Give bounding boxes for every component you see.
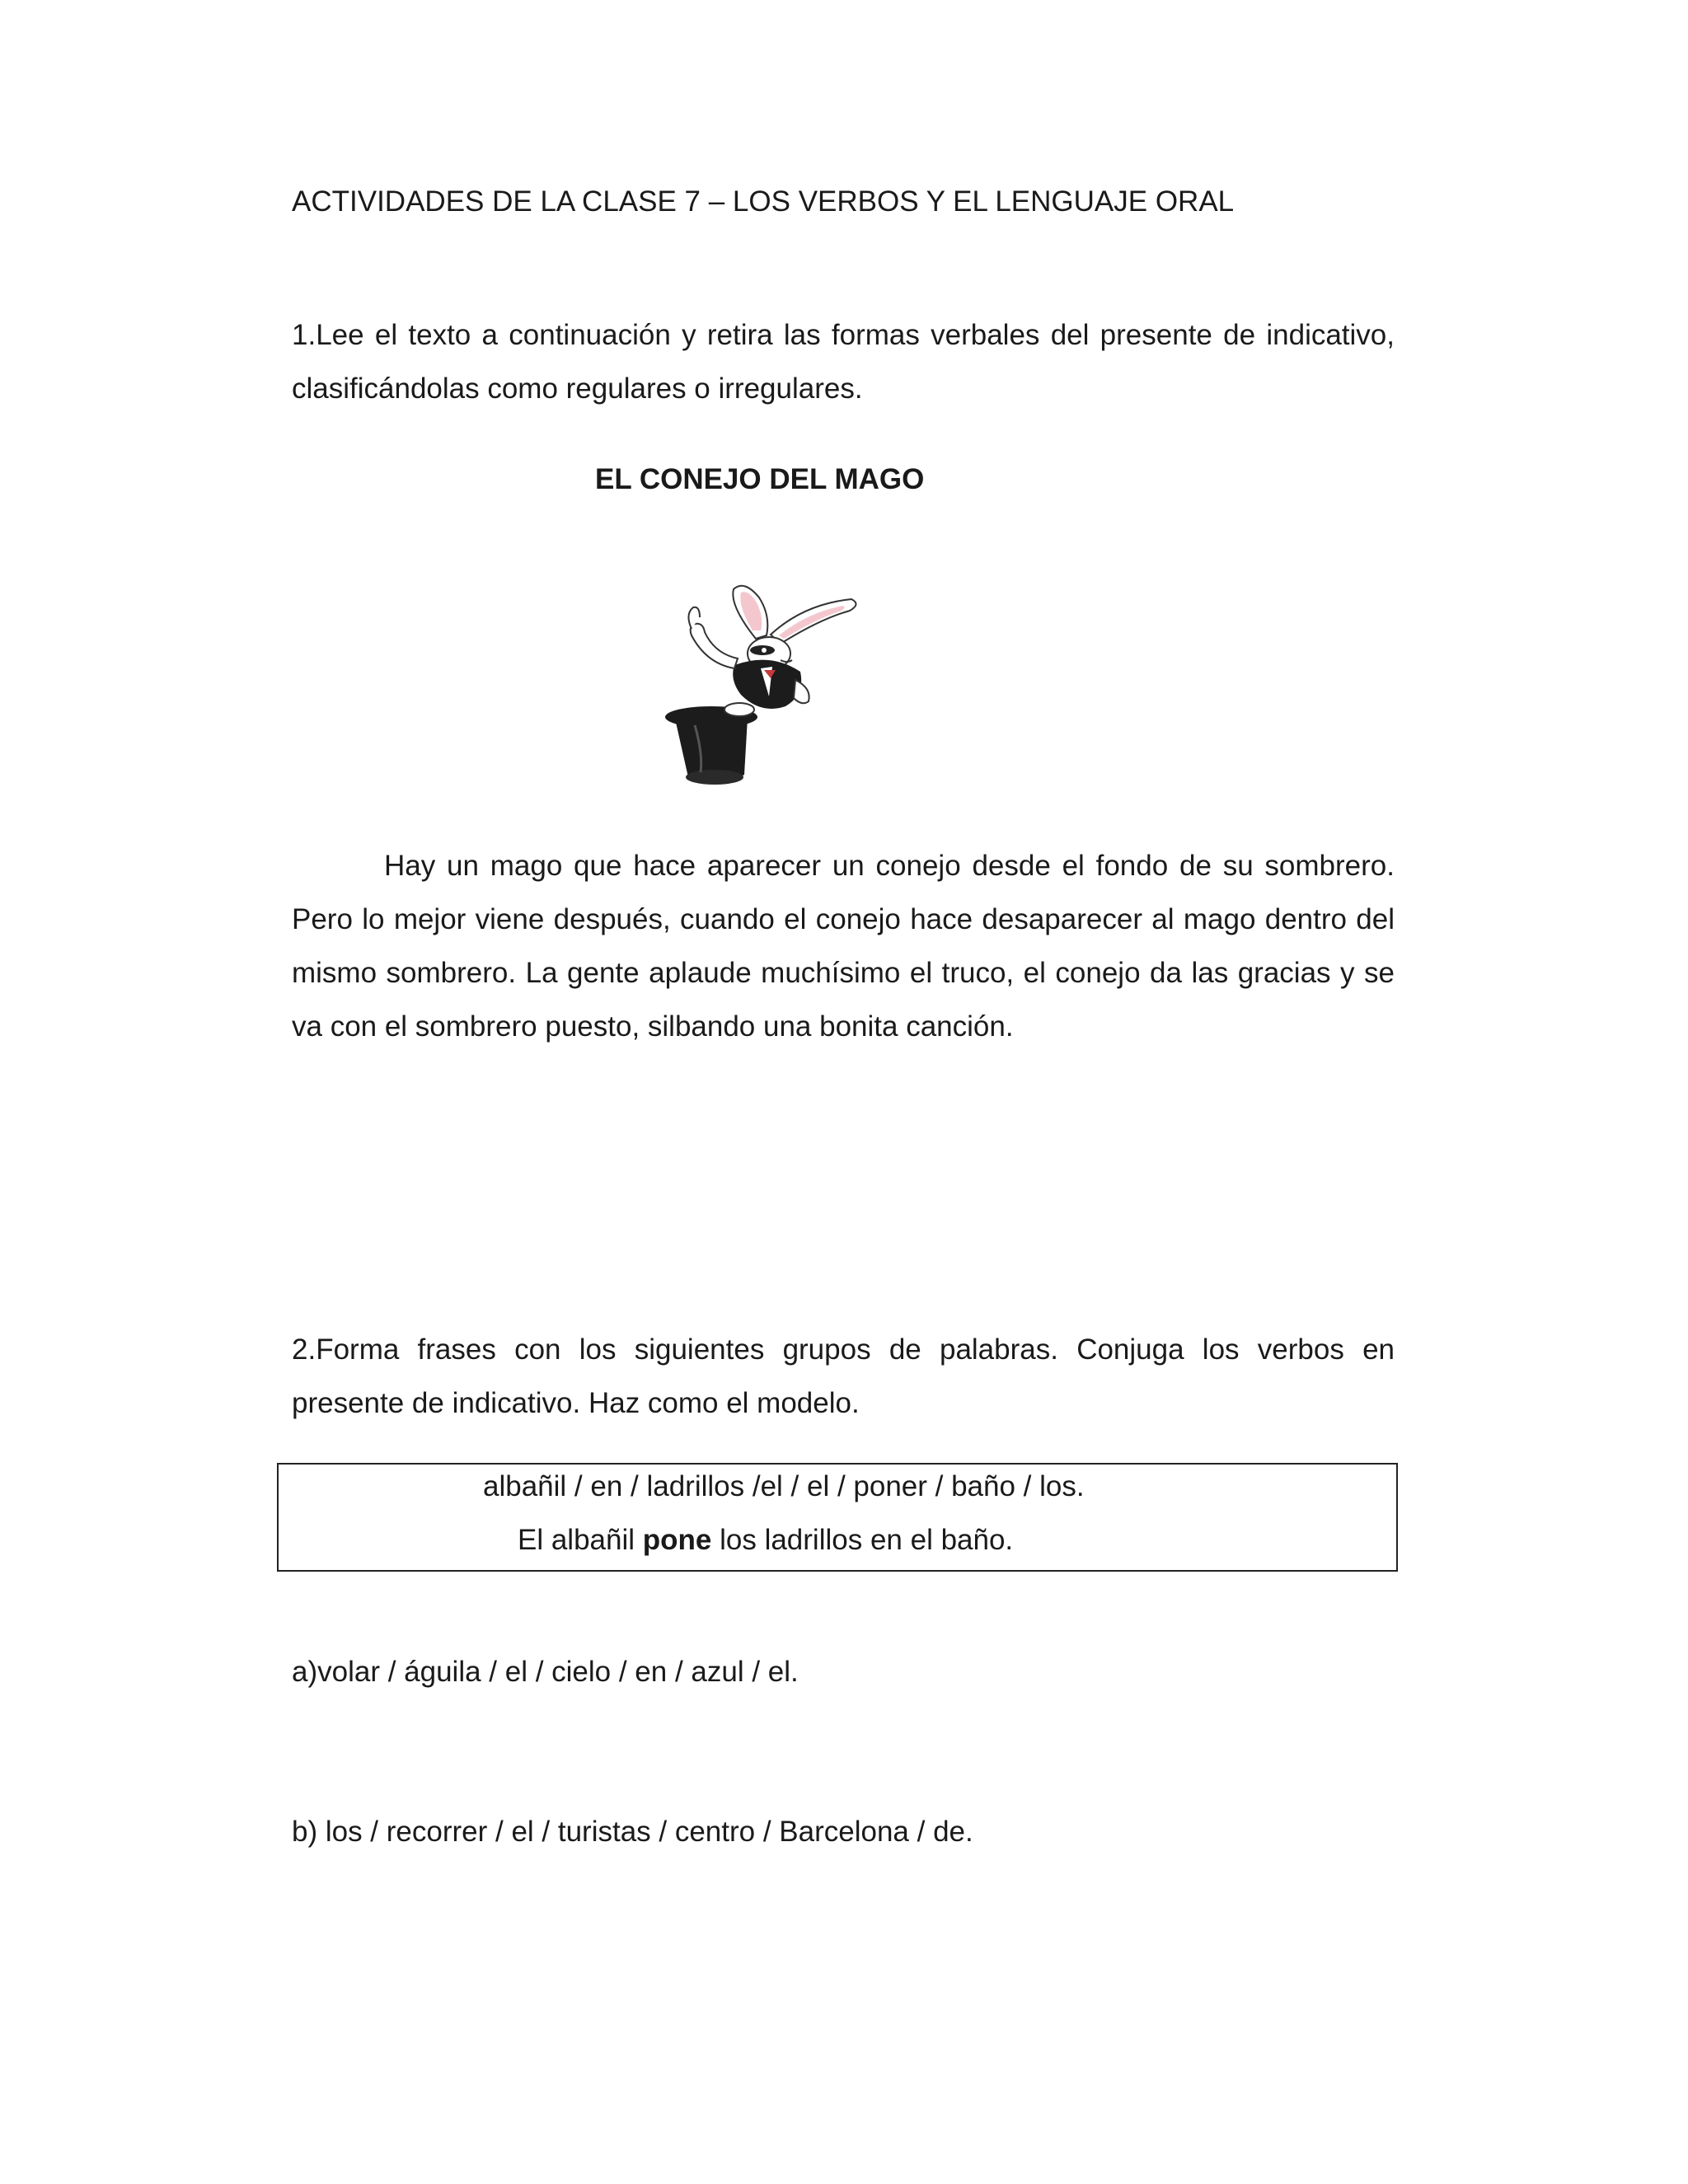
rabbit-jumping-from-top-hat-icon: [655, 556, 886, 795]
story-title: EL CONEJO DEL MAGO: [595, 463, 925, 495]
model-sentence: [518, 1518, 1013, 1563]
exercise-item-b: b) los / recorrer / el / turistas / centro / Barcelona / de.: [292, 1816, 973, 1848]
worksheet-heading: ACTIVIDADES DE LA CLASE 7 – LOS VERBOS Y EL LENGUAJE ORAL: [292, 185, 1235, 218]
model-sentence-end: los ladrillos en el baño.: [711, 1524, 1014, 1556]
model-word-group: albañil / en / ladrillos /el / el / poner / baño / los.: [483, 1470, 1085, 1502]
model-sentence-verb: pone: [642, 1524, 712, 1556]
story-paragraph: [292, 839, 1395, 1053]
story-text: Hay un mago que hace aparecer un conejo desde el fondo de su sombrero. Pero lo mejor viene después, cuando el conejo hace desaparecer al mago dentro del mismo sombrero. La gente aplaude muchísimo el truco, el conejo da las gracias y se va con el sombrero puesto, silbando una bonita canción.: [292, 850, 1395, 1043]
model-sentence-start: El albañil: [518, 1524, 643, 1556]
question-1-instructions: 1.Lee el texto a continuación y retira las formas verbales del presente de indicativo, clasificándolas como regulares o irregulares.: [292, 319, 1395, 405]
question-2-instructions: 2.Forma frases con los siguientes grupos de palabras. Conjuga los verbos en presente de indicativo. Haz como el modelo.: [292, 1333, 1395, 1419]
exercise-item-a: a)volar / águila / el / cielo / en / azul / el.: [292, 1656, 799, 1688]
model-example-box: [277, 1463, 1398, 1572]
